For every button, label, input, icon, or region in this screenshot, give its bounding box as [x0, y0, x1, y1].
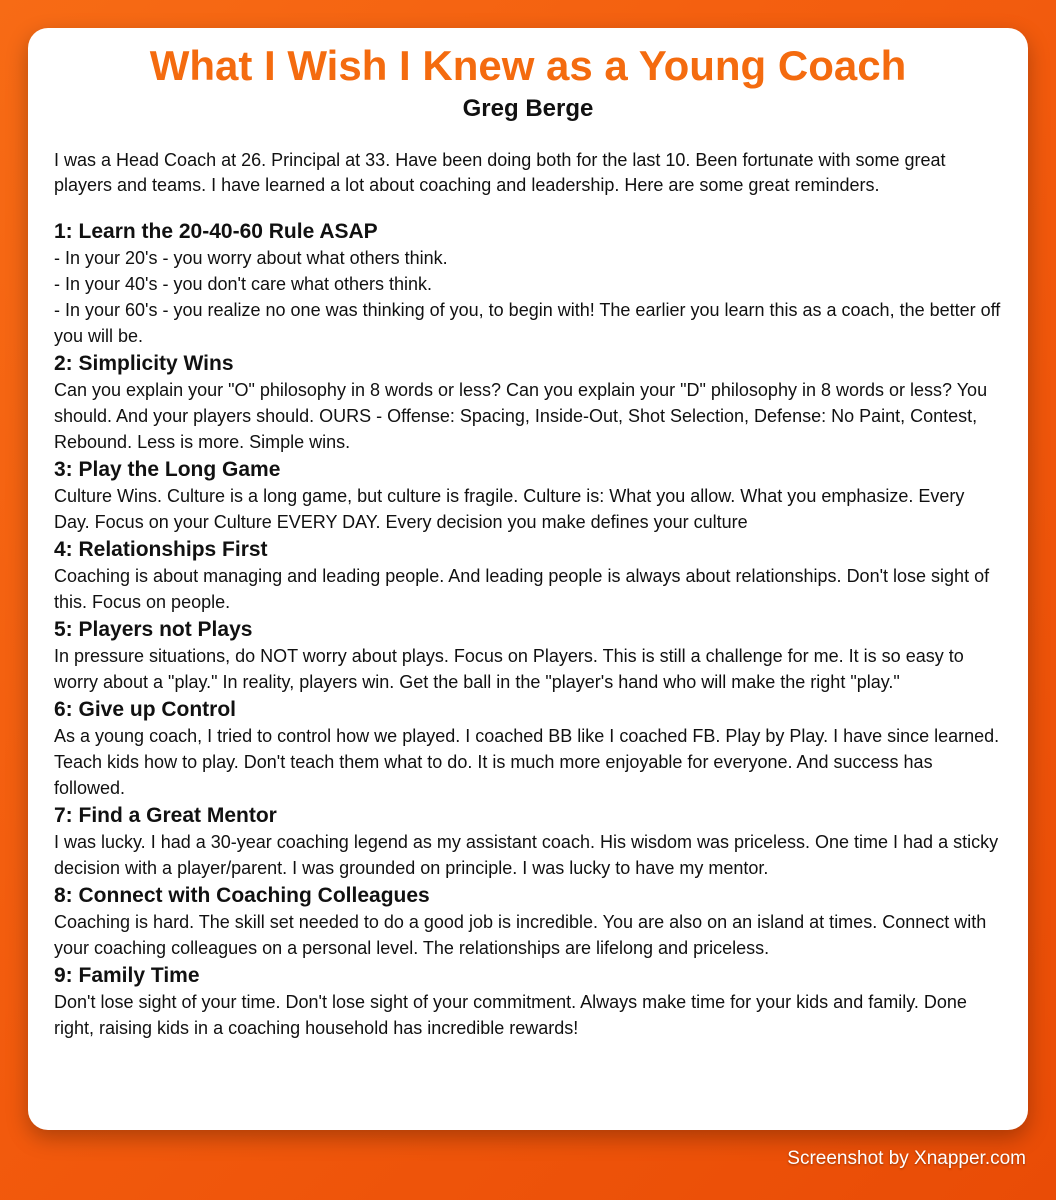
section-3 [54, 456, 1002, 535]
section-heading: 5: Players not Plays [54, 618, 253, 641]
rule-line-60s: - In your 60's - you realize no one was thinking of you, to begin with! The earlier you learn this as a coach, the better off you will be. [54, 300, 1001, 346]
section-body: I was lucky. I had a 30-year coaching legend as my assistant coach. His wisdom was priceless. One time I had a sticky decision with a player/parent. I was grounded on principle. I was lucky to have my mentor. [54, 832, 999, 878]
section-body: Can you explain your "O" philosophy in 8 words or less? Can you explain your "D" philosophy in 8 words or less? You should. And your players should. OURS - Offense: Spacing, Inside-Out, Shot Selection, Defense: No Paint, Contest, Rebound. Less is more. Simple wins. [54, 380, 988, 452]
section-body [54, 245, 1002, 349]
section-heading: 4: Relationships First [54, 538, 268, 561]
section-body: Don't lose sight of your time. Don't lose sight of your commitment. Always make time for your kids and family. Done right, raising kids in a coaching household has incredible rewards! [54, 992, 967, 1038]
section-body: Culture Wins. Culture is a long game, but culture is fragile. Culture is: What you allow. What you emphasize. Every Day. Focus on your Culture EVERY DAY. Every decision you make defines your culture [54, 486, 965, 532]
section-body: Coaching is hard. The skill set needed to do a good job is incredible. You are also on an island at times. Connect with your coaching colleagues on a personal level. The relationships are lifelong and priceless. [54, 912, 987, 958]
section-heading: 3: Play the Long Game [54, 458, 281, 481]
author-name: Greg Berge [462, 95, 594, 122]
watermark-text: Screenshot by Xnapper.com [787, 1148, 1026, 1169]
section-heading: 1: Learn the 20-40-60 Rule ASAP [54, 220, 378, 243]
section-4 [54, 536, 1002, 615]
section-heading: 2: Simplicity Wins [54, 352, 234, 375]
article-title: What I Wish I Knew as a Young Coach [149, 42, 907, 89]
intro-paragraph: I was a Head Coach at 26. Principal at 33. Have been doing both for the last 10. Been fortunate with some great players and teams. I have learned a lot about coaching and leadership. Here are some great reminders. [54, 150, 946, 195]
section-heading: 7: Find a Great Mentor [54, 804, 277, 827]
section-8 [54, 882, 1002, 961]
section-body: As a young coach, I tried to control how we played. I coached BB like I coached FB. Play by Play. I have since learned. Teach kids how to play. Don't teach them what to do. It is much more enjoyable for everyone. And success has followed. [54, 726, 1000, 798]
section-heading: 9: Family Time [54, 964, 200, 987]
article-card [28, 28, 1028, 1130]
section-5 [54, 616, 1002, 695]
section-heading: 8: Connect with Coaching Colleagues [54, 884, 430, 907]
section-body: Coaching is about managing and leading people. And leading people is always about relationships. Don't lose sight of this. Focus on people. [54, 566, 990, 612]
section-heading: 6: Give up Control [54, 698, 237, 721]
section-2 [54, 350, 1002, 455]
section-9 [54, 962, 1002, 1041]
section-body: In pressure situations, do NOT worry about plays. Focus on Players. This is still a challenge for me. It is so easy to worry about a "play." In reality, players win. Get the ball in the "player's hand who will make the right "play." [54, 646, 964, 692]
section-6 [54, 696, 1002, 801]
rule-line-40s: - In your 40's - you don't care what others think. [54, 274, 433, 294]
rule-line-20s: - In your 20's - you worry about what others think. [54, 248, 448, 268]
section-1 [54, 218, 1002, 349]
section-7 [54, 802, 1002, 881]
